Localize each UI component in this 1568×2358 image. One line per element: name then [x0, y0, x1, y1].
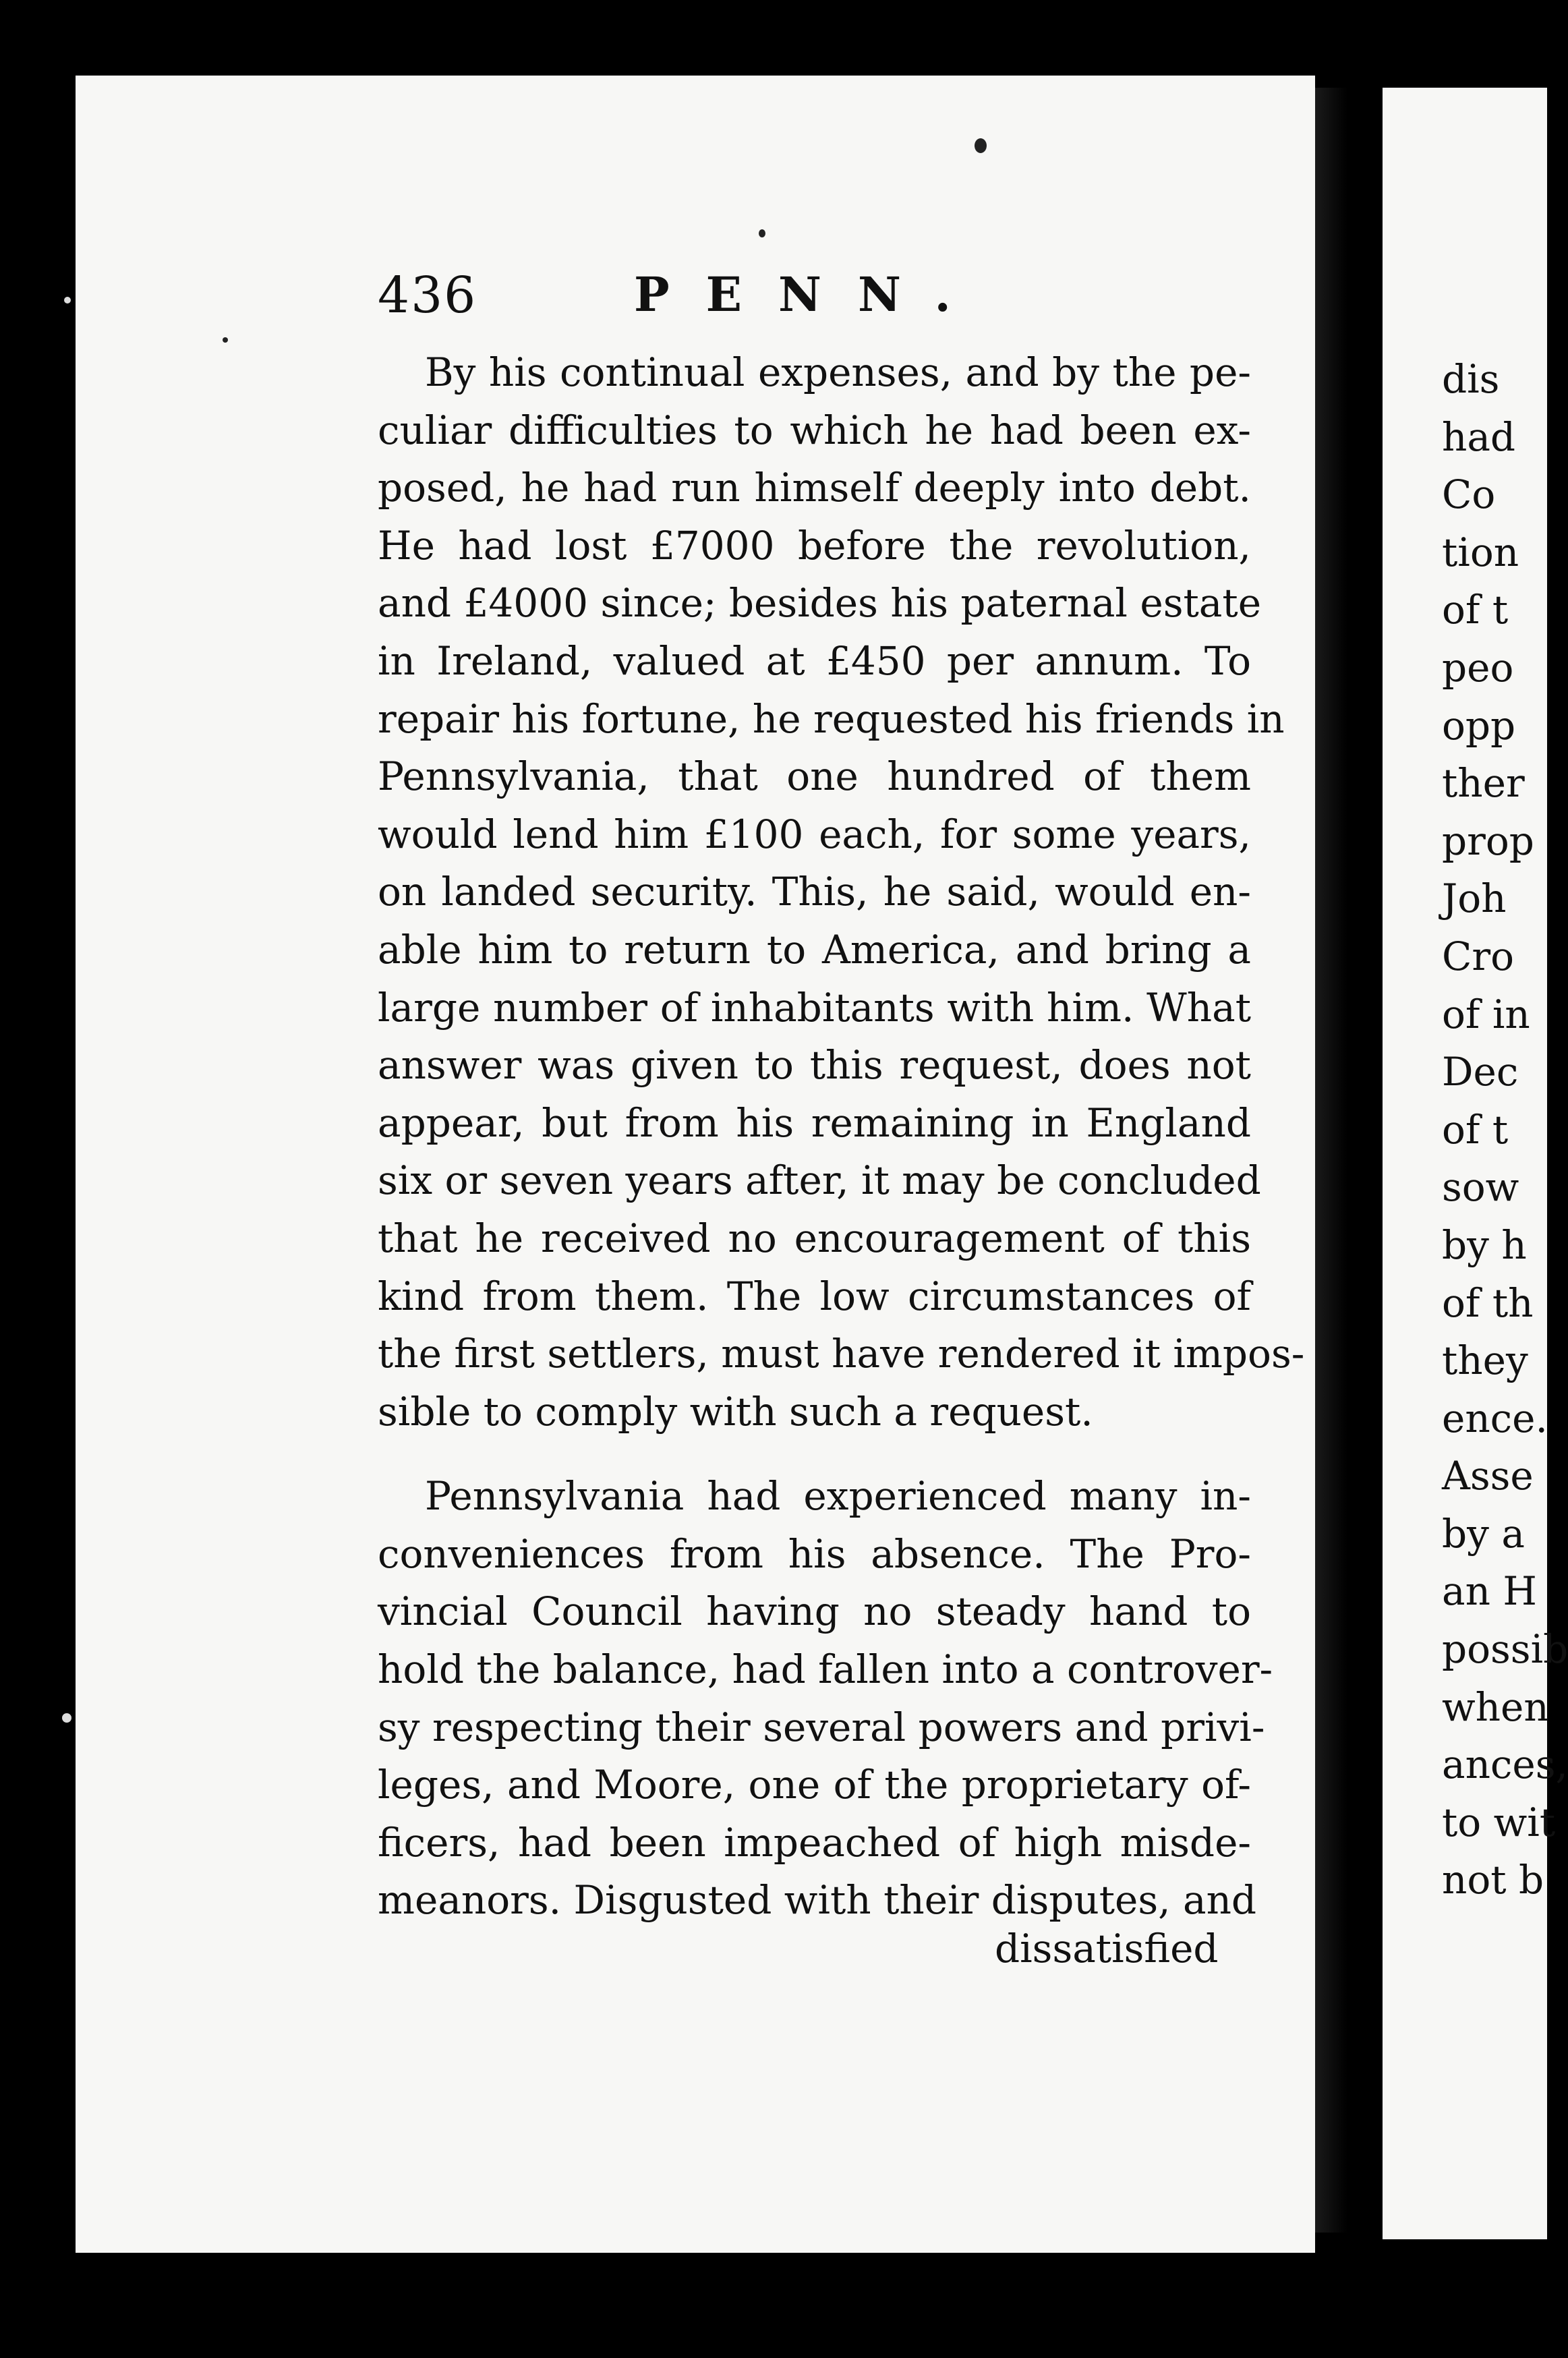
page-number: 436 [378, 266, 477, 324]
facing-page-line: Cro [1442, 933, 1515, 979]
facing-page-line: they [1442, 1338, 1528, 1384]
text-line: would lend him £100 each, for some years, [378, 811, 1251, 857]
text-line: repair his fortune, he requested his friends in [378, 695, 1285, 742]
text-line: large number of inhabitants with him. What [378, 984, 1251, 1031]
catchword: dissatisfied [995, 1926, 1219, 1972]
facing-page-line: Dec [1442, 1049, 1519, 1095]
page-header [378, 266, 1254, 341]
text-line: kind from them. The low circumstances of [378, 1273, 1251, 1319]
facing-page-line: peo [1442, 644, 1514, 691]
text-line: the first settlers, must have rendered it impos- [378, 1331, 1305, 1377]
text-line: appear, but from his remaining in England [378, 1099, 1251, 1146]
facing-page-line: when [1442, 1684, 1549, 1730]
text-line: sible to comply with such a request. [378, 1388, 1093, 1435]
running-title: PENN. [634, 266, 987, 322]
facing-page-line: Co [1442, 471, 1496, 518]
paragraph-2 [378, 1468, 1273, 1930]
scan-speck [759, 229, 765, 237]
facing-page-line: to wit [1442, 1799, 1556, 1845]
scan-speck [62, 1713, 71, 1723]
text-line: on landed security. This, he said, would en- [378, 869, 1251, 915]
text-line: By his continual expenses, and by the pe- [425, 349, 1251, 395]
paragraph-gap [378, 1441, 1251, 1468]
facing-page-line: had [1442, 413, 1516, 460]
text-line: answer was given to this request, does not [378, 1042, 1251, 1089]
facing-page-line: Asse [1442, 1453, 1534, 1499]
text-line: hold the balance, had fallen into a controver- [378, 1646, 1273, 1693]
book-gutter [1315, 88, 1347, 2233]
text-line: vincial Council having no steady hand to [378, 1588, 1251, 1635]
text-line: Pennsylvania, that one hundred of them [378, 753, 1251, 800]
text-line: six or seven years after, it may be concluded [378, 1157, 1261, 1204]
facing-page-text [1442, 351, 1568, 1909]
text-line: ficers, had been impeached of high misde- [378, 1819, 1251, 1866]
text-line: that he received no encouragement of this [378, 1215, 1251, 1261]
facing-page-line: ances, [1442, 1742, 1568, 1788]
scan-speck [975, 138, 987, 153]
facing-page-line: not b [1442, 1857, 1544, 1903]
body-text [378, 344, 1305, 1930]
facing-page-line: of t [1442, 587, 1509, 633]
facing-page-line: of t [1442, 1106, 1509, 1153]
text-line: in Ireland, valued at £450 per annum. To [378, 637, 1251, 684]
paragraph-1 [378, 344, 1305, 1441]
text-line: sy respecting their several powers and privi- [378, 1704, 1265, 1750]
text-line: He had lost £7000 before the revolution, [378, 522, 1251, 569]
facing-page-line: ence. [1442, 1395, 1548, 1441]
text-line: able him to return to America, and bring a [378, 926, 1251, 973]
facing-page-line: sow [1442, 1164, 1519, 1211]
facing-page-line: by a [1442, 1510, 1525, 1557]
text-line: and £4000 since; besides his paternal estate [378, 580, 1262, 627]
text-line: culiar difficulties to which he had been ex- [378, 407, 1251, 453]
scan-speck [64, 297, 71, 304]
facing-page-line: tion [1442, 529, 1519, 575]
facing-page-line: of in [1442, 991, 1530, 1037]
facing-page-line: an H [1442, 1568, 1537, 1615]
facing-page-line: by h [1442, 1221, 1527, 1268]
facing-page-line: possib [1442, 1626, 1568, 1673]
facing-page-line: ther [1442, 760, 1525, 807]
facing-page-line: dis [1442, 356, 1500, 402]
text-line: meanors. Disgusted with their disputes, and [378, 1877, 1257, 1924]
scan-speck [223, 337, 228, 343]
text-line: posed, he had run himself deeply into debt. [378, 465, 1251, 511]
text-line: Pennsylvania had experienced many in- [425, 1473, 1251, 1520]
facing-page-line: opp [1442, 702, 1516, 749]
facing-page-line: of th [1442, 1279, 1534, 1326]
facing-page-line: prop [1442, 817, 1534, 864]
text-line: leges, and Moore, one of the proprietary of- [378, 1762, 1251, 1808]
text-line: conveniences from his absence. The Pro- [378, 1530, 1251, 1577]
facing-page-line: Joh [1442, 875, 1507, 922]
